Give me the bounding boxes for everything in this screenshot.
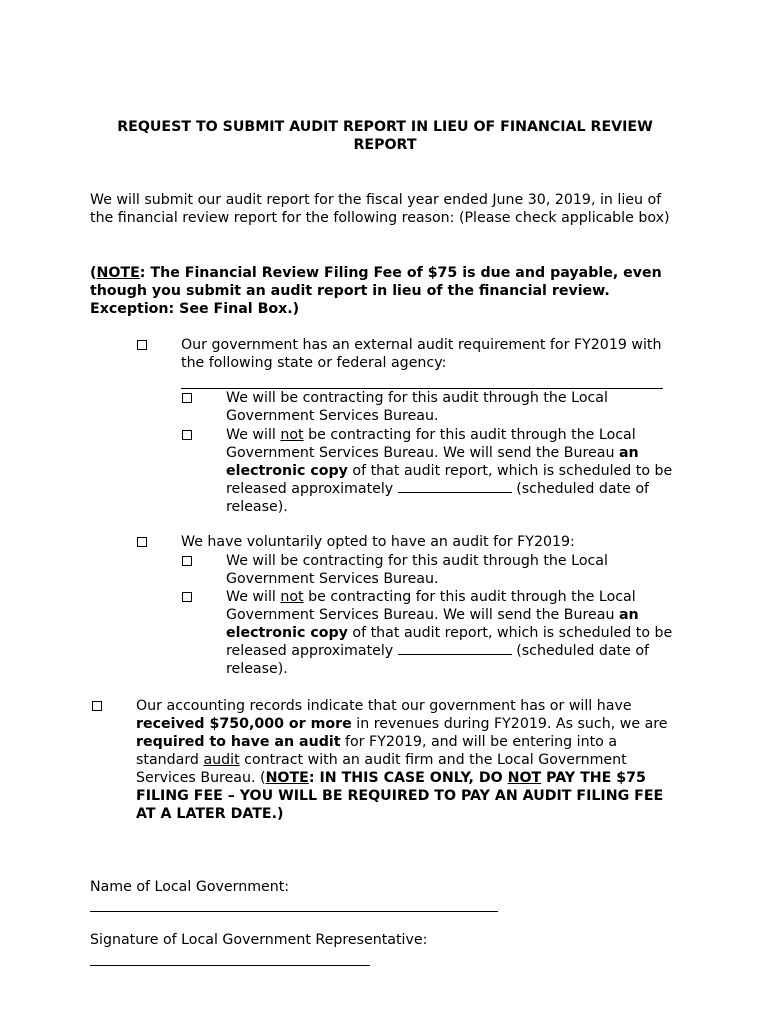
option-750k-revenue-checkbox[interactable] [92,701,102,711]
option2-contracting-text: We will be contracting for this audit through the Local Government Services Bureau. [226,553,608,587]
option-voluntary-audit-checkbox[interactable] [137,537,147,547]
signature-label: Signature of Local Government Representative: [90,932,428,948]
option1-not-contracting-checkbox[interactable] [182,430,192,440]
option1-not-contracting-text: We will not be contracting for this audit through the Local Government Services Bureau. We will send the Bureau an electronic copy of that audit report, which is scheduled to be released approximately (scheduled date of release). [226,427,673,515]
release-date-blank[interactable] [398,480,512,493]
option1-contracting-checkbox[interactable] [182,393,192,403]
option2-not-contracting-checkbox[interactable] [182,592,192,602]
option-external-audit-text: Our government has an external audit requirement for FY2019 with the following state or federal agency: [181,337,662,371]
option-external-audit-checkbox[interactable] [137,340,147,350]
document-title: REQUEST TO SUBMIT AUDIT REPORT IN LIEU OF FINANCIAL REVIEW REPORT [117,119,653,153]
local-government-name-label: Name of Local Government: [90,879,290,895]
option1-contracting-text: We will be contracting for this audit through the Local Government Services Bureau. [226,390,608,424]
option-750k-revenue-text: Our accounting records indicate that our government has or will have received $750,000 or more in revenues during FY2019. As such, we are required to have an audit for FY2019, and will be entering into a standard audit contract with an audit firm and the Local Government Services Bureau. (NOTE: IN THIS CASE ONLY, DO NOT PAY THE $75 FILING FEE – YOU WILL BE REQUIRED TO PAY AN AUDIT FILING FEE AT A LATER DATE.) [136,698,668,822]
option2-not-contracting-text: We will not be contracting for this audit through the Local Government Services Bureau. We will send the Bureau an electronic copy of that audit report, which is scheduled to be released approximately (scheduled date of release). [226,589,673,677]
local-government-name-line[interactable] [90,911,498,912]
option2-contracting-checkbox[interactable] [182,556,192,566]
signature-line[interactable] [90,965,370,966]
option-voluntary-audit-text: We have voluntarily opted to have an audit for FY2019: [181,534,575,550]
intro-paragraph: We will submit our audit report for the fiscal year ended June 30, 2019, in lieu of the financial review report for the following reason: (Please check applicable box) [90,192,670,226]
fee-note: (NOTE: The Financial Review Filing Fee of $75 is due and payable, even though you submit an audit report in lieu of the financial review. Exception: See Final Box.) [90,265,662,317]
release-date-blank[interactable] [398,642,512,655]
